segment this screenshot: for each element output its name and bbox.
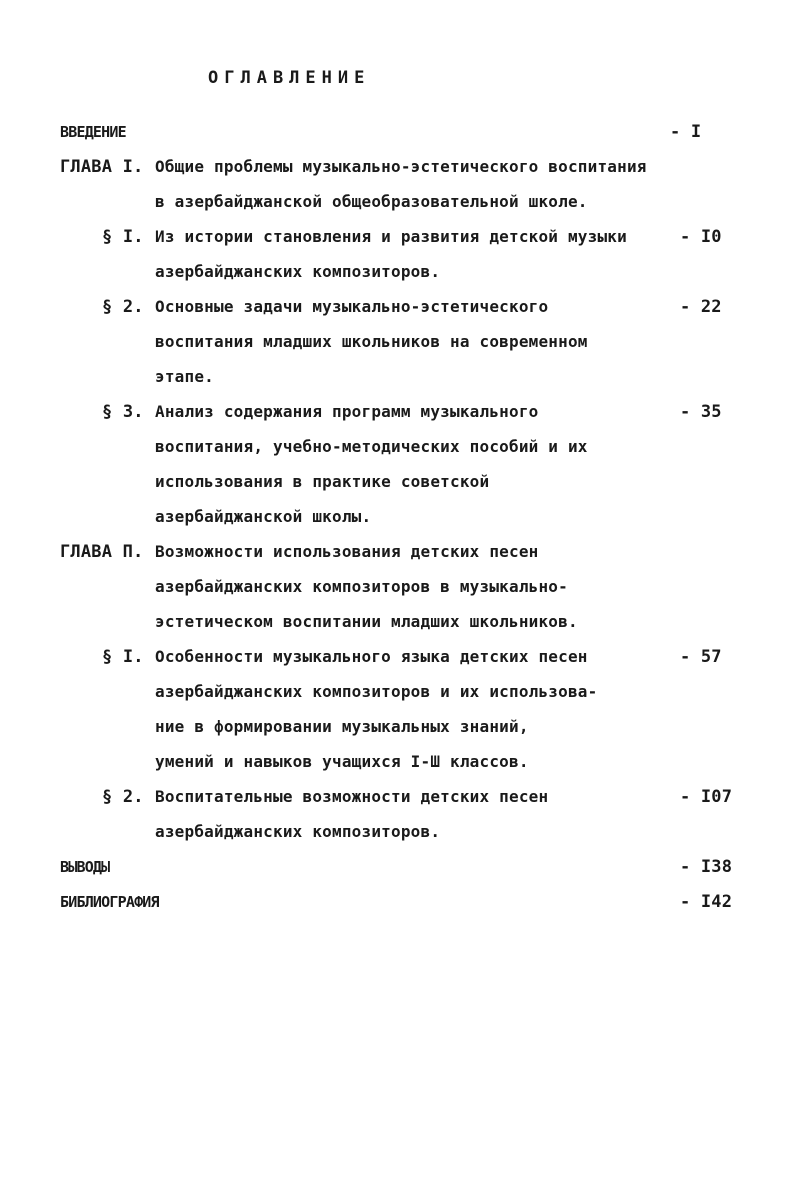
- toc-ch1-section2-line3: этапе.: [155, 367, 214, 386]
- toc-ch1-section1-line1: Из истории становления и развития детской музыки: [155, 227, 627, 246]
- toc-ch2-section1-line3: ние в формировании музыкальных знаний,: [155, 717, 529, 736]
- toc-ch2-section1-page: - 57: [680, 647, 722, 667]
- toc-ch1-section1-line2: азербайджанских композиторов.: [155, 262, 441, 281]
- toc-conclusions-page: - I38: [680, 857, 733, 877]
- toc-ch1-section3-page: - 35: [680, 402, 722, 422]
- toc-ch1-section1-number: § I.: [102, 227, 144, 247]
- toc-chapter1-title-line1: Общие проблемы музыкально-эстетического воспитания: [155, 157, 647, 176]
- toc-ch1-section2-line2: воспитания младших школьников на современном: [155, 332, 588, 351]
- toc-intro-label: ВВЕДЕНИЕ: [60, 123, 126, 141]
- toc-intro-page: - I: [670, 122, 702, 142]
- toc-chapter1-title-line2: в азербайджанской общеобразовательной школе.: [155, 192, 588, 211]
- toc-ch2-section2-number: § 2.: [102, 787, 144, 807]
- toc-ch2-section2-page: - I07: [680, 787, 733, 807]
- toc-ch1-section2-page: - 22: [680, 297, 722, 317]
- toc-ch1-section1-page: - I0: [680, 227, 722, 247]
- toc-ch2-section1-line2: азербайджанских композиторов и их использова-: [155, 682, 598, 701]
- toc-ch2-section1-number: § I.: [102, 647, 144, 667]
- toc-ch1-section3-line4: азербайджанской школы.: [155, 507, 372, 526]
- toc-chapter2-title-line1: Возможности использования детских песен: [155, 542, 539, 561]
- toc-chapter2-label: ГЛАВА П.: [60, 542, 144, 562]
- page-title: ОГЛАВЛЕНИЕ: [208, 68, 371, 88]
- toc-ch2-section2-line2: азербайджанских композиторов.: [155, 822, 441, 841]
- toc-ch1-section3-number: § 3.: [102, 402, 144, 422]
- toc-ch1-section3-line2: воспитания, учебно-методических пособий и их: [155, 437, 588, 456]
- toc-ch2-section1-line4: умений и навыков учащихся I-Ш классов.: [155, 752, 529, 771]
- toc-ch1-section2-line1: Основные задачи музыкально-эстетического: [155, 297, 549, 316]
- toc-chapter2-title-line2: азербайджанских композиторов в музыкально-: [155, 577, 568, 596]
- toc-chapter2-title-line3: эстетическом воспитании младших школьников.: [155, 612, 578, 631]
- toc-ch1-section2-number: § 2.: [102, 297, 144, 317]
- toc-ch2-section2-line1: Воспитательные возможности детских песен: [155, 787, 549, 806]
- toc-bibliography-label: БИБЛИОГРАФИЯ: [60, 893, 159, 911]
- toc-chapter1-label: ГЛАВА I.: [60, 157, 144, 177]
- toc-ch2-section1-line1: Особенности музыкального языка детских песен: [155, 647, 588, 666]
- toc-ch1-section3-line3: использования в практике советской: [155, 472, 490, 491]
- toc-conclusions-label: ВЫВОДЫ: [60, 858, 110, 876]
- toc-ch1-section3-line1: Анализ содержания программ музыкального: [155, 402, 539, 421]
- toc-bibliography-page: - I42: [680, 892, 733, 912]
